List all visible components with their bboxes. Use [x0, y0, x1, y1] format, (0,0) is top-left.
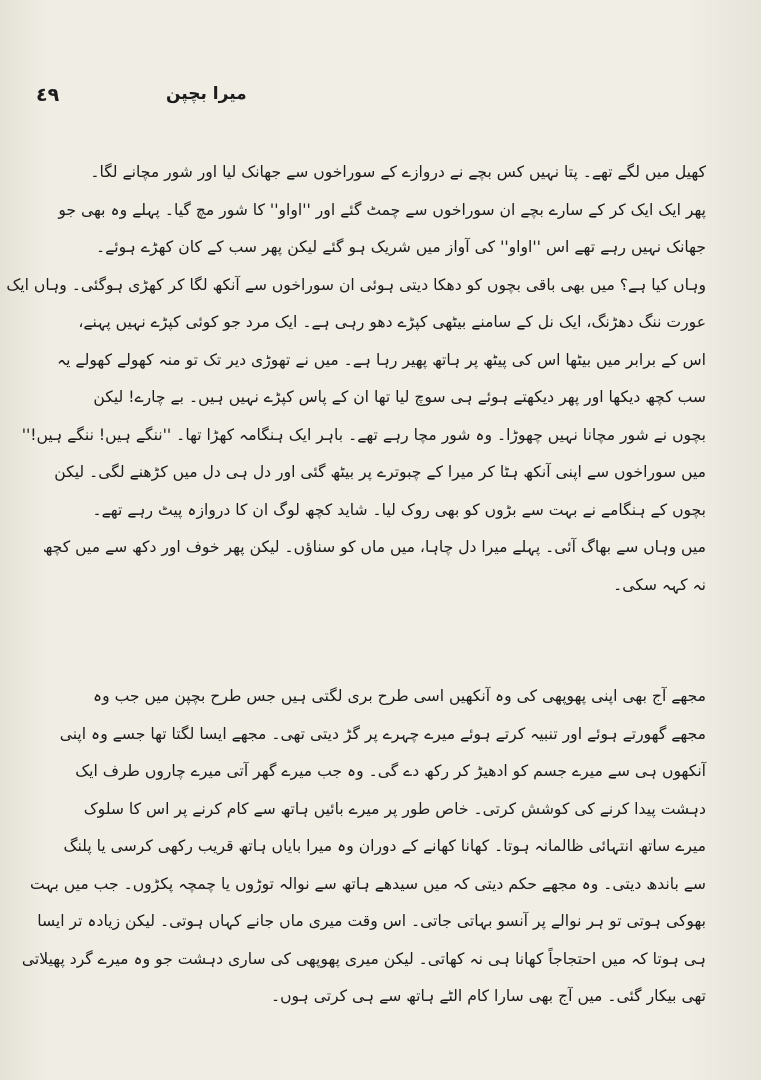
text-line: دہشت پیدا کرنے کی کوشش کرتی۔ خاص طور پر میرے بائیں ہاتھ سے کام کرنے پر اس کا سلوک [83, 799, 706, 818]
text-line: اس کے برابر میں بیٹھا اس کی پیٹھ پر ہاتھ پھیر رہا ہے۔ میں نے تھوڑی دیر تک تو منہ کھولے کھولے یہ [57, 350, 706, 369]
text-line: تھی بیکار گئی۔ میں آج بھی سارا کام الٹے ہاتھ سے ہی کرتی ہوں۔ [270, 987, 706, 1005]
text-line: عورت ننگ دھڑنگ، ایک نل کے سامنے بیٹھی کپڑے دھو رہی ہے۔ ایک مرد جو کوئی کپڑے نہیں پہنے، [78, 313, 706, 331]
text-line: بچوں نے شور مچانا نہیں چھوڑا۔ وہ شور مچا رہے تھے۔ باہر ایک ہنگامہ کھڑا تھا۔ ''ننگے ہیں! ننگے ہیں!'' [21, 425, 706, 444]
text-line: آنکھوں ہی سے میرے جسم کو ادھیڑ کر رکھ دے گی۔ وہ جب میرے گھر آتی میرے چاروں طرف ایک [75, 762, 706, 780]
text-line: جھانک نہیں رہے تھے اس ''اواو'' کی آواز میں شریک ہو گئے لیکن پھر سب کے کان کھڑے ہوئے۔ [96, 238, 706, 256]
page-number: ٤٩ [36, 84, 60, 106]
text-line: ہی ہوتا کہ میں احتجاجاً کھانا ہی نہ کھاتی۔ لیکن میری پھوپھی کی ساری دہشت جو وہ میرے گرد پھیلاتی [21, 949, 706, 968]
paragraph-1 [6, 154, 706, 604]
text-line: کھیل میں لگے تھے۔ پتا نہیں کس بچے نے دروازے کے سوراخوں سے جھانک لیا اور شور مچانے لگا۔ [90, 163, 706, 181]
text-line: سے باندھ دیتی۔ وہ مجھے حکم دیتی کہ میں سیدھے ہاتھ سے نوالہ توڑوں یا چمچہ پکڑوں۔ جب میں بہت [30, 874, 706, 893]
text-line: بچوں کے ہنگامے نے بہت سے بڑوں کو بھی روک لیا۔ شاید کچھ لوگ ان کا دروازہ پیٹ رہے تھے۔ [92, 500, 706, 519]
running-title: میرا بچپن [166, 84, 247, 104]
text-line: مجھے آج بھی اپنی پھوپھی کی وہ آنکھیں اسی طرح بری لگتی ہیں جس طرح بچپن میں جب وہ [92, 687, 706, 705]
paragraph-2 [21, 678, 706, 1016]
text-line: پھر ایک ایک کر کے سارے بچے ان سوراخوں سے چمٹ گئے اور ''اواو'' کا شور مچ گیا۔ پہلے وہ بھی جو [58, 200, 706, 219]
text-line: نہ کہہ سکی۔ [613, 575, 706, 594]
text-line: مجھے گھورتے ہوئے اور تنبیہ کرتے ہوئے میرے چہرے پر گڑ دیتی تھی۔ مجھے ایسا لگتا تھا جسے وہ اپنی [59, 724, 706, 743]
text-line: بھوکی ہوتی تو ہر نوالے پر آنسو بہاتی جاتی۔ اس وقت میری ماں جانے کہاں ہوتی۔ لیکن زیادہ تر ایسا [37, 912, 706, 930]
page-header [30, 84, 730, 114]
text-line: میں سوراخوں سے اپنی آنکھ ہٹا کر میرا کے چبوترے پر بیٹھ گئی اور دل ہی دل میں کڑھنے لگی۔ لیکن [54, 463, 706, 481]
text-line: وہاں کیا ہے؟ میں بھی باقی بچوں کو دھکا دیتی ہوئی ان سوراخوں سے آنکھ لگا کر کھڑی ہوگئی۔ وہاں ایک [6, 275, 706, 294]
text-line: میرے ساتھ انتہائی ظالمانہ ہوتا۔ کھانا کھانے کے دوران وہ میرا بایاں ہاتھ قریب رکھی کرسی یا پلنگ [63, 837, 706, 855]
text-line: میں وہاں سے بھاگ آئی۔ پہلے میرا دل چاہا، میں ماں کو سناؤں۔ لیکن پھر خوف اور دکھ سے میں کچھ [42, 538, 706, 556]
text-line: سب کچھ دیکھا اور پھر دیکھتے ہوئے ہی سوچ لیا تھا ان کے پاس کپڑے نہیں ہیں۔ بے چارے! لیکن [93, 388, 706, 406]
